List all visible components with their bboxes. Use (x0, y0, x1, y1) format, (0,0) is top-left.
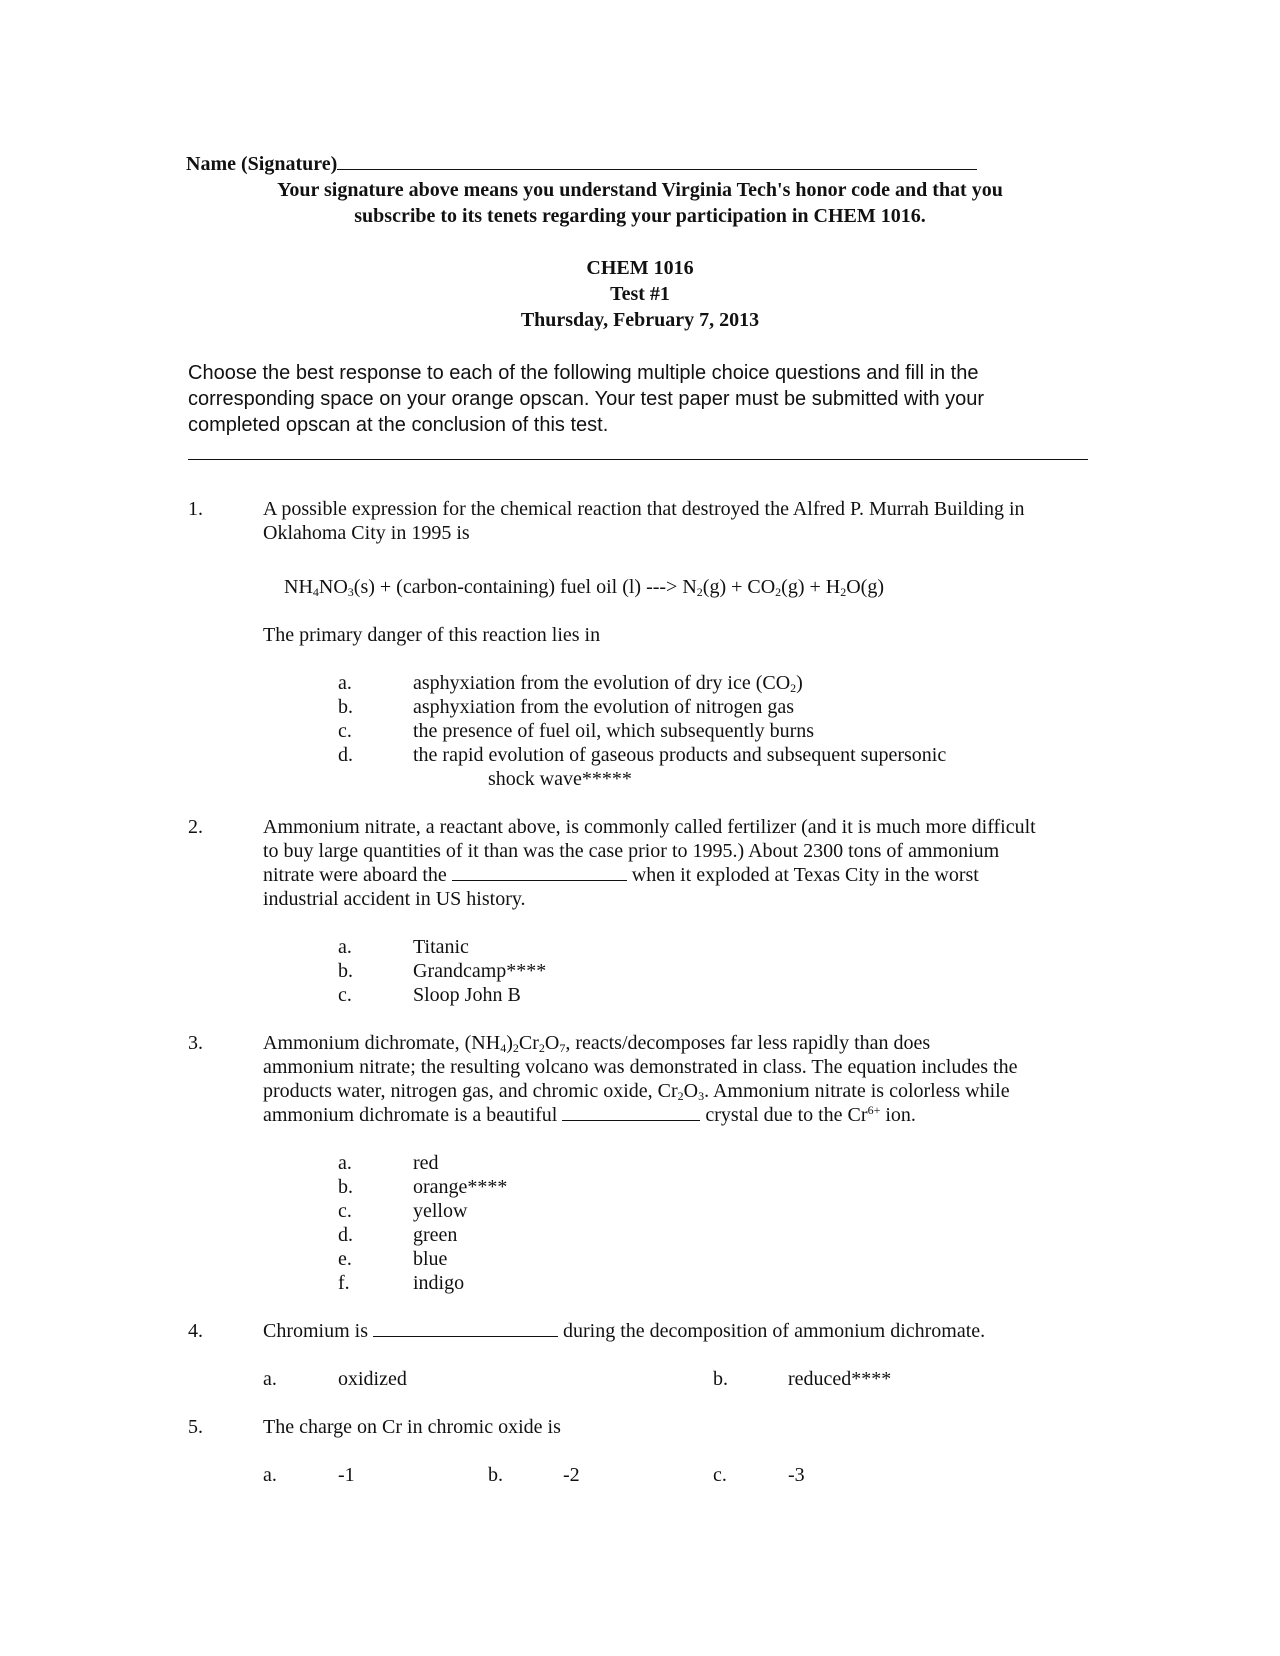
q3-text-line-2: ammonium nitrate; the resulting volcano was demonstrated in class. The equation includes the (263, 1056, 1018, 1078)
q3-choice-b-text[interactable]: orange**** (413, 1176, 508, 1198)
q3-choice-d-text[interactable]: green (413, 1224, 458, 1246)
q3-choice-c-letter[interactable]: c. (338, 1200, 352, 1222)
q5-choice-a-text[interactable]: -1 (338, 1464, 355, 1486)
q3-choice-e-letter[interactable]: e. (338, 1248, 352, 1270)
q1-choice-b-text[interactable]: asphyxiation from the evolution of nitrogen gas (413, 696, 795, 718)
q2-text-line-3: nitrate were aboard the when it exploded at Texas City in the worst (263, 864, 979, 886)
q3-choice-f-letter[interactable]: f. (338, 1272, 350, 1294)
q3-number: 3. (188, 1032, 203, 1054)
q5-number: 5. (188, 1416, 203, 1438)
q1-text-line-2: Oklahoma City in 1995 is (263, 522, 470, 544)
q2-choice-b-text[interactable]: Grandcamp**** (413, 960, 547, 982)
q2-choice-c-letter[interactable]: c. (338, 984, 352, 1006)
q3-choice-f-text[interactable]: indigo (413, 1272, 465, 1294)
q4-number: 4. (188, 1320, 203, 1342)
q2-choice-b-letter[interactable]: b. (338, 960, 353, 982)
q5-choice-b-text[interactable]: -2 (563, 1464, 580, 1486)
test-date: Thursday, February 7, 2013 (520, 309, 760, 331)
q4-blank (373, 1335, 558, 1337)
name-signature-label: Name (Signature) (186, 153, 338, 175)
q2-text-line-1: Ammonium nitrate, a reactant above, is commonly called fertilizer (and it is much more difficult (263, 816, 1036, 838)
honor-code-line-2: subscribe to its tenets regarding your participation in CHEM 1016. (354, 205, 926, 227)
instructions-line-2: corresponding space on your orange opscan. Your test paper must be submitted with your (188, 388, 985, 410)
q1-choice-b-letter[interactable]: b. (338, 696, 353, 718)
q1-text-line-1: A possible expression for the chemical reaction that destroyed the Alfred P. Murrah Building in (263, 498, 1025, 520)
q1-choice-d-text-cont[interactable]: shock wave***** (488, 768, 632, 790)
q3-choice-d-letter[interactable]: d. (338, 1224, 353, 1246)
q4-choice-b-letter[interactable]: b. (713, 1368, 728, 1390)
q1-choice-c-letter[interactable]: c. (338, 720, 352, 742)
q1-choice-c-text[interactable]: the presence of fuel oil, which subsequently burns (413, 720, 815, 742)
q2-choice-a-letter[interactable]: a. (338, 936, 352, 958)
instructions-line-1: Choose the best response to each of the following multiple choice questions and fill in the (188, 362, 979, 384)
instructions-line-3: completed opscan at the conclusion of this test. (188, 414, 609, 436)
q5-prompt: The charge on Cr in chromic oxide is (263, 1416, 561, 1438)
section-divider (188, 459, 1088, 460)
q2-choice-a-text[interactable]: Titanic (413, 936, 469, 958)
q3-choice-c-text[interactable]: yellow (413, 1200, 468, 1222)
q3-blank (562, 1119, 700, 1121)
q4-choice-a-letter[interactable]: a. (263, 1368, 277, 1390)
q5-choice-a-letter[interactable]: a. (263, 1464, 277, 1486)
q5-choice-c-letter[interactable]: c. (713, 1464, 727, 1486)
q1-choice-a-text[interactable]: asphyxiation from the evolution of dry ice $(CO_2)$ (413, 672, 803, 695)
course-title: CHEM 1016 (586, 257, 694, 279)
q3-text-line-3: products water, nitrogen gas, and chromic oxide, $Cr_2O_3$. Ammonium nitrate is colorless while (263, 1080, 1010, 1103)
q1-choice-a-letter[interactable]: a. (338, 672, 352, 694)
q3-choice-a-text[interactable]: red (413, 1152, 439, 1174)
signature-blank[interactable] (337, 168, 977, 170)
q1-number: 1. (188, 498, 203, 520)
q3-choice-a-letter[interactable]: a. (338, 1152, 352, 1174)
q3-text-line-4: ammonium dichromate is a beautiful crystal due to the $Cr^{6+}$ ion. (263, 1103, 916, 1126)
q2-choice-c-text[interactable]: Sloop John B (413, 984, 521, 1006)
q1-choice-d-text[interactable]: the rapid evolution of gaseous products and subsequent supersonic (413, 744, 947, 766)
q3-choice-e-text[interactable]: blue (413, 1248, 448, 1270)
q2-blank (452, 879, 627, 881)
honor-code-line-1: Your signature above means you understand Virginia Tech's honor code and that you (277, 179, 1003, 201)
q2-text-line-2: to buy large quantities of it than was the case prior to 1995.) About 2300 tons of ammonium (263, 840, 1000, 862)
q1-equation: $NH_4NO_3(s)$ + (carbon-containing) fuel oil (l) ---> $N_2(g) + CO_2(g) + H_2O(g)$ (284, 576, 884, 599)
signature-line (186, 152, 977, 176)
q3-text-line-1: Ammonium dichromate, $(NH_4)_2Cr_2O_7$, reacts/decomposes far less rapidly than does (263, 1032, 931, 1055)
q4-choice-a-text[interactable]: oxidized (338, 1368, 407, 1390)
q2-number: 2. (188, 816, 203, 838)
q4-text: Chromium is during the decomposition of ammonium dichromate. (263, 1320, 986, 1342)
test-title: Test #1 (610, 283, 670, 305)
q3-choice-b-letter[interactable]: b. (338, 1176, 353, 1198)
q1-choice-d-letter[interactable]: d. (338, 744, 353, 766)
q2-text-line-4: industrial accident in US history. (263, 888, 526, 910)
q5-choice-b-letter[interactable]: b. (488, 1464, 503, 1486)
q4-choice-b-text[interactable]: reduced**** (788, 1368, 892, 1390)
q5-choice-c-text[interactable]: -3 (788, 1464, 805, 1486)
q1-prompt: The primary danger of this reaction lies in (263, 624, 601, 646)
